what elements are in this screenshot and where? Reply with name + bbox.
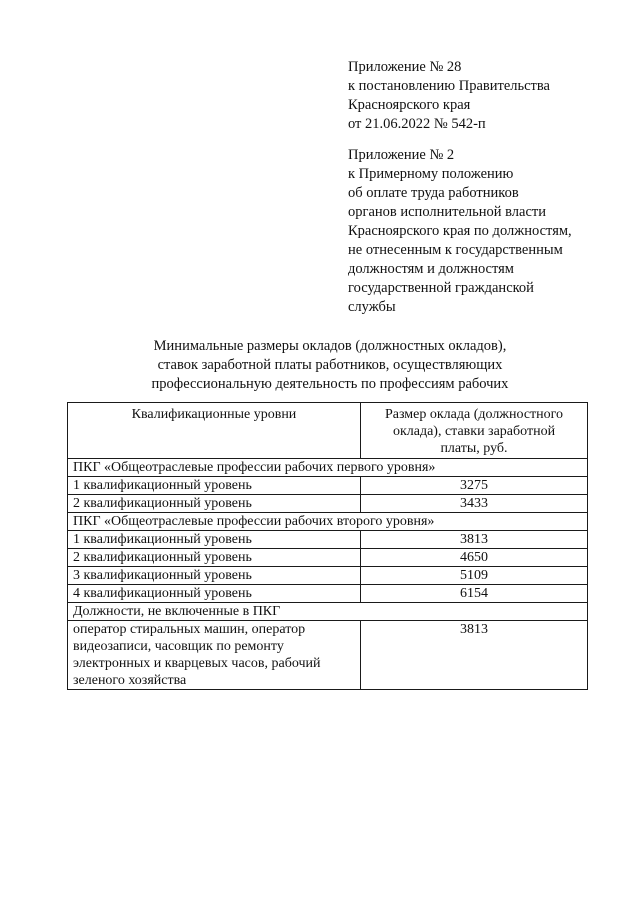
- salary-table: [67, 402, 588, 690]
- table-row: [68, 477, 588, 495]
- group-title: ПКГ «Общеотраслевые профессии рабочих второго уровня»: [68, 513, 588, 531]
- annex-line: службы: [348, 299, 396, 315]
- group-row: [68, 603, 588, 621]
- group-title: Должности, не включенные в ПКГ: [68, 603, 588, 621]
- qualification-level: 4 квалификационный уровень: [68, 585, 361, 603]
- position-line: электронных и кварцевых часов, рабочий: [73, 656, 321, 671]
- position-line: видеозаписи, часовщик по ремонту: [73, 639, 284, 654]
- annex-2-header: [348, 146, 608, 317]
- title-line: профессиональную деятельность по профессиям рабочих: [151, 376, 509, 392]
- title-line: ставок заработной платы работников, осуществляющих: [157, 357, 503, 373]
- title-line: Минимальные размеры окладов (должностных окладов),: [153, 338, 507, 354]
- annex-line: Приложение № 2: [348, 147, 455, 163]
- qualification-level: 2 квалификационный уровень: [68, 549, 361, 567]
- table-row: [68, 585, 588, 603]
- annex-line: государственной гражданской: [348, 280, 534, 296]
- annex-line: от 21.06.2022 № 542-п: [348, 116, 486, 132]
- salary-amount: 5109: [361, 567, 588, 585]
- salary-amount: 4650: [361, 549, 588, 567]
- annex-line: Приложение № 28: [348, 59, 462, 75]
- salary-amount: 3813: [361, 621, 588, 690]
- header-salary-line: оклада), ставки заработной: [392, 424, 556, 439]
- qualification-level: 1 квалификационный уровень: [68, 531, 361, 549]
- table-row: [68, 549, 588, 567]
- header-salary-line: платы, руб.: [440, 441, 508, 456]
- qualification-level: 3 квалификационный уровень: [68, 567, 361, 585]
- position-line: оператор стиральных машин, оператор: [73, 622, 306, 637]
- salary-amount: 3433: [361, 495, 588, 513]
- table-row: [68, 495, 588, 513]
- salary-amount: 3275: [361, 477, 588, 495]
- table-row: [68, 621, 588, 690]
- annex-28-header: [348, 58, 608, 134]
- salary-amount: 6154: [361, 585, 588, 603]
- salary-amount: 3813: [361, 531, 588, 549]
- qualification-level: 1 квалификационный уровень: [68, 477, 361, 495]
- header-qualification-levels: Квалификационные уровни: [68, 403, 361, 459]
- position-line: зеленого хозяйства: [73, 673, 187, 688]
- annex-line: Красноярского края: [348, 97, 471, 113]
- group-title: ПКГ «Общеотраслевые профессии рабочих первого уровня»: [68, 459, 588, 477]
- annex-line: должностям и должностям: [348, 261, 514, 277]
- group-row: [68, 513, 588, 531]
- annex-line: к Примерному положению: [348, 166, 514, 182]
- qualification-level: 2 квалификационный уровень: [68, 495, 361, 513]
- annex-line: к постановлению Правительства: [348, 78, 550, 94]
- annex-line: об оплате труда работников: [348, 185, 519, 201]
- group-row: [68, 459, 588, 477]
- header-salary-line: Размер оклада (должностного: [384, 407, 564, 422]
- annex-line: органов исполнительной власти: [348, 204, 547, 220]
- table-header-row: [68, 403, 588, 459]
- annex-line: не отнесенным к государственным: [348, 242, 563, 258]
- position-list: [68, 621, 361, 690]
- table-row: [68, 531, 588, 549]
- table-row: [68, 567, 588, 585]
- document-title: [100, 337, 560, 394]
- header-salary-amount: [361, 403, 588, 459]
- annex-line: Красноярского края по должностям,: [348, 223, 572, 239]
